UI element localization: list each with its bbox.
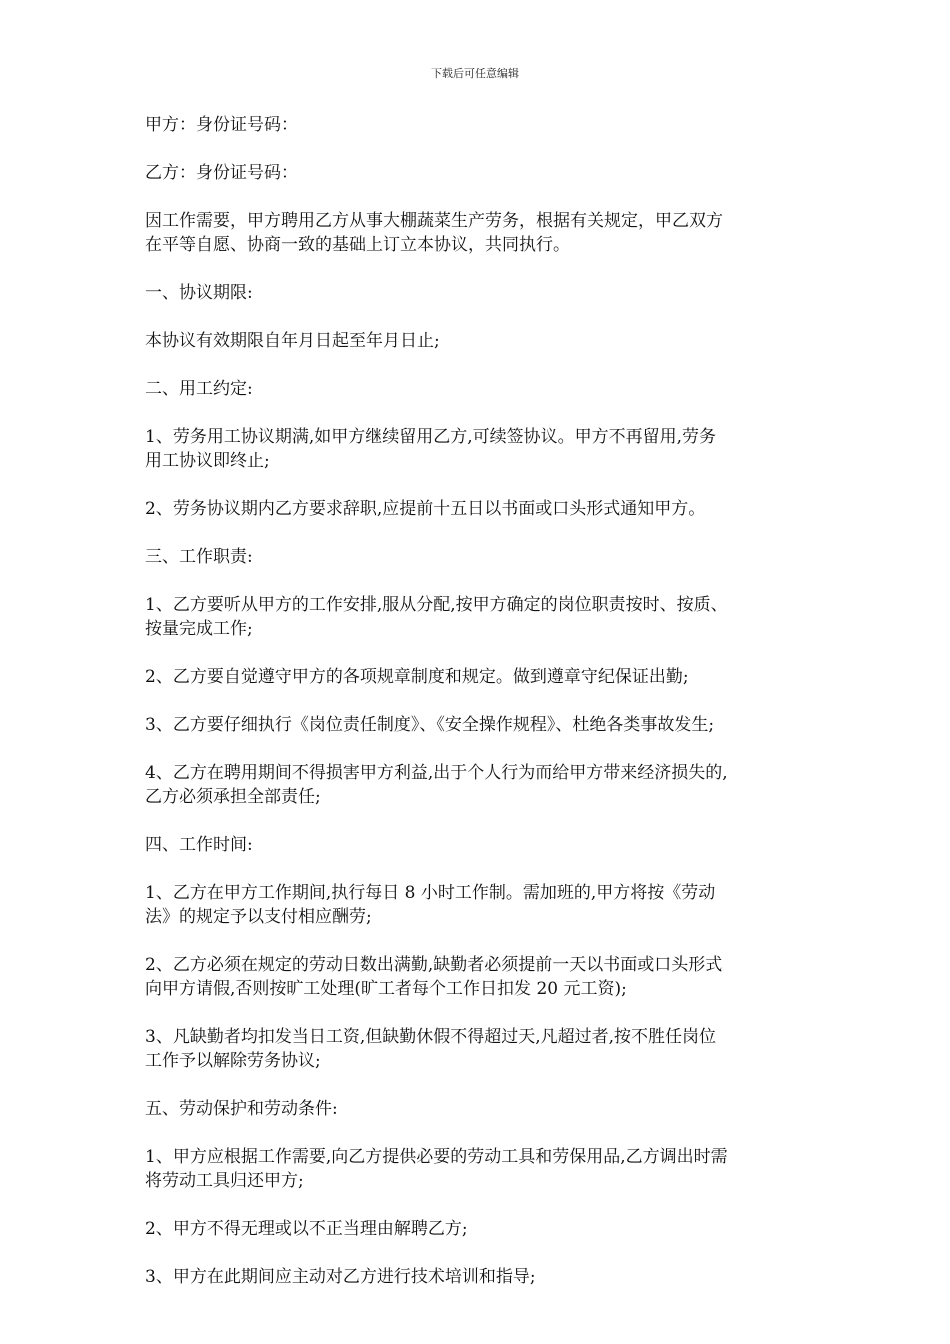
term-paragraph: 本协议有效期限自年月日起至年月日止; <box>145 331 440 351</box>
protection-clause-3: 3、甲方在此期间应主动对乙方进行技术培训和指导; <box>145 1267 536 1287</box>
section-heading-hours: 四、工作时间: <box>145 835 253 855</box>
protection-clause-2: 2、甲方不得无理或以不正当理由解聘乙方; <box>145 1219 468 1239</box>
page-header: 下载后可任意编辑 <box>431 67 519 80</box>
duties-clause-2: 2、乙方要自觉遵守甲方的各项规章制度和规定。做到遵章守纪保证出勤; <box>145 667 689 687</box>
employment-clause-1: 1、劳务用工协议期满,如甲方继续留用乙方,可续签协议。甲方不再留用,劳务 用工协议即终止; <box>145 427 717 471</box>
duties-clause-1: 1、乙方要听从甲方的工作安排,服从分配,按甲方确定的岗位职责按时、按质、 按量完成工作; <box>145 595 728 639</box>
employment-clause-2: 2、劳务协议期内乙方要求辞职,应提前十五日以书面或口头形式通知甲方。 <box>145 499 706 519</box>
section-heading-duties: 三、工作职责: <box>145 547 253 567</box>
section-heading-employment: 二、用工约定: <box>145 379 253 399</box>
document-body <box>145 113 815 1313</box>
duties-clause-3: 3、乙方要仔细执行《岗位责任制度》、《安全操作规程》、杜绝各类事故发生; <box>145 715 715 735</box>
hours-clause-3: 3、凡缺勤者均扣发当日工资,但缺勤休假不得超过天,凡超过者,按不胜任岗位 工作予以解除劳务协议; <box>145 1027 717 1071</box>
duties-clause-4: 4、乙方在聘用期间不得损害甲方利益,出于个人行为而给甲方带来经济损失的, 乙方必须承担全部责任; <box>145 763 728 807</box>
intro-paragraph: 因工作需要，甲方聘用乙方从事大棚蔬菜生产劳务，根据有关规定，甲乙双方 在平等自愿、协商一致的基础上订立本协议，共同执行。 <box>145 211 723 255</box>
party-a-line: 甲方：身份证号码： <box>145 115 298 135</box>
protection-clause-1: 1、甲方应根据工作需要,向乙方提供必要的劳动工具和劳保用品,乙方调出时需 将劳动工具归还甲方; <box>145 1147 728 1191</box>
section-heading-protection: 五、劳动保护和劳动条件: <box>145 1099 338 1119</box>
hours-clause-2: 2、乙方必须在规定的劳动日数出满勤,缺勤者必须提前一天以书面或口头形式 向甲方请假,否则按旷工处理(旷工者每个工作日扣发 20 元工资); <box>145 955 723 999</box>
section-heading-term: 一、协议期限: <box>145 283 253 303</box>
party-b-line: 乙方：身份证号码： <box>145 163 298 183</box>
hours-clause-1: 1、乙方在甲方工作期间,执行每日 8 小时工作制。需加班的,甲方将按《劳动 法》的规定予以支付相应酬劳; <box>145 883 716 927</box>
